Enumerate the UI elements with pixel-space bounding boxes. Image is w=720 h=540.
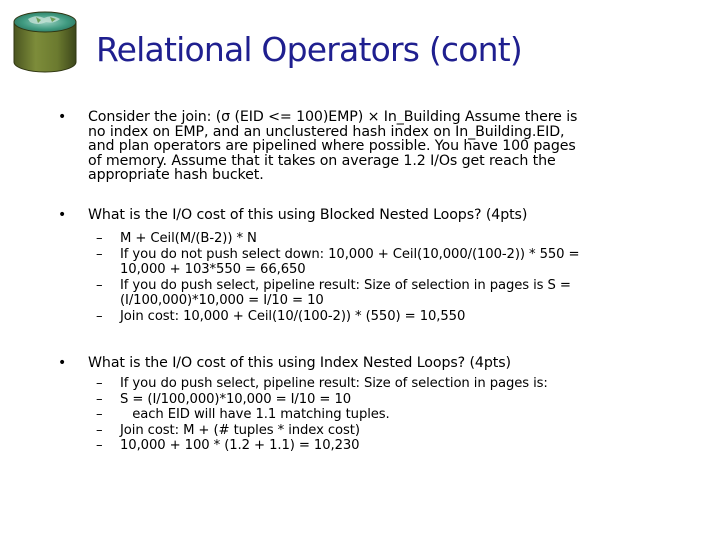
bullet-line: What is the I/O cost of this using Blocked Nested Loops? (4pts): [88, 207, 528, 223]
dash-marker: –: [96, 308, 103, 324]
dash-marker: –: [96, 277, 103, 293]
bullet-line: no index on EMP, and an unclustered hash index on In_Building.EID,: [88, 123, 565, 140]
sub-line: If you do push select, pipeline result: Size of selection in pages is S =: [120, 277, 571, 293]
sub-item: [96, 438, 656, 454]
sub-item: [96, 392, 656, 408]
sub-item: [96, 309, 656, 325]
sub-line: M + Ceil(M/(B-2)) * N: [120, 231, 257, 246]
bullet-line: of memory. Assume that it takes on average 1.2 I/Os get reach the: [88, 152, 556, 169]
dash-marker: –: [96, 231, 103, 246]
bullet-marker: •: [58, 355, 67, 371]
bullet-text: [88, 110, 688, 183]
sub-item: [96, 231, 656, 247]
bullet-line: and plan operators are pipelined where possible. You have 100 pages: [88, 138, 576, 155]
bullet-text: [88, 356, 688, 371]
dash-marker: –: [96, 422, 103, 438]
sub-item: [96, 407, 656, 423]
sub-line: S = (I/100,000)*10,000 = I/10 = 10: [120, 391, 352, 407]
sub-line: 10,000 + 100 * (1.2 + 1.1) = 10,230: [120, 438, 360, 454]
bullet-marker: •: [58, 207, 67, 223]
sub-line: (I/100,000)*10,000 = I/10 = 10: [120, 293, 324, 309]
sub-line: each EID will have 1.1 matching tuples.: [120, 407, 390, 423]
slide-title: Relational Operators (cont): [96, 30, 522, 69]
sub-item: [96, 423, 656, 439]
sub-item: [96, 376, 656, 392]
dash-marker: –: [96, 438, 103, 454]
sub-line: Join cost: 10,000 + Ceil(10/(100-2)) * (550) = 10,550: [120, 308, 466, 324]
bullet-marker: •: [58, 109, 67, 125]
sub-line: If you do not push select down: 10,000 + Ceil(10,000/(100-2)) * 550 =: [120, 246, 580, 262]
bullet-text: [88, 208, 688, 223]
dash-marker: –: [96, 246, 103, 262]
dash-marker: –: [96, 407, 103, 423]
sub-line: If you do push select, pipeline result: Size of selection in pages is:: [120, 376, 548, 391]
sub-item: [96, 247, 656, 278]
sub-line: 10,000 + 103*550 = 66,650: [120, 262, 306, 278]
dash-marker: –: [96, 376, 103, 391]
sub-list: [96, 231, 656, 325]
dash-marker: –: [96, 391, 103, 407]
sub-item: [96, 278, 656, 309]
database-cylinder-icon: [10, 8, 80, 74]
sub-list: [96, 376, 656, 454]
bullet-line: What is the I/O cost of this using Index Nested Loops? (4pts): [88, 355, 511, 371]
sub-line: Join cost: M + (# tuples * index cost): [120, 422, 360, 438]
bullet-line: appropriate hash bucket.: [88, 167, 264, 184]
bullet-line: Consider the join: (σ (EID <= 100)EMP) × In_Building Assume there is: [88, 109, 578, 125]
